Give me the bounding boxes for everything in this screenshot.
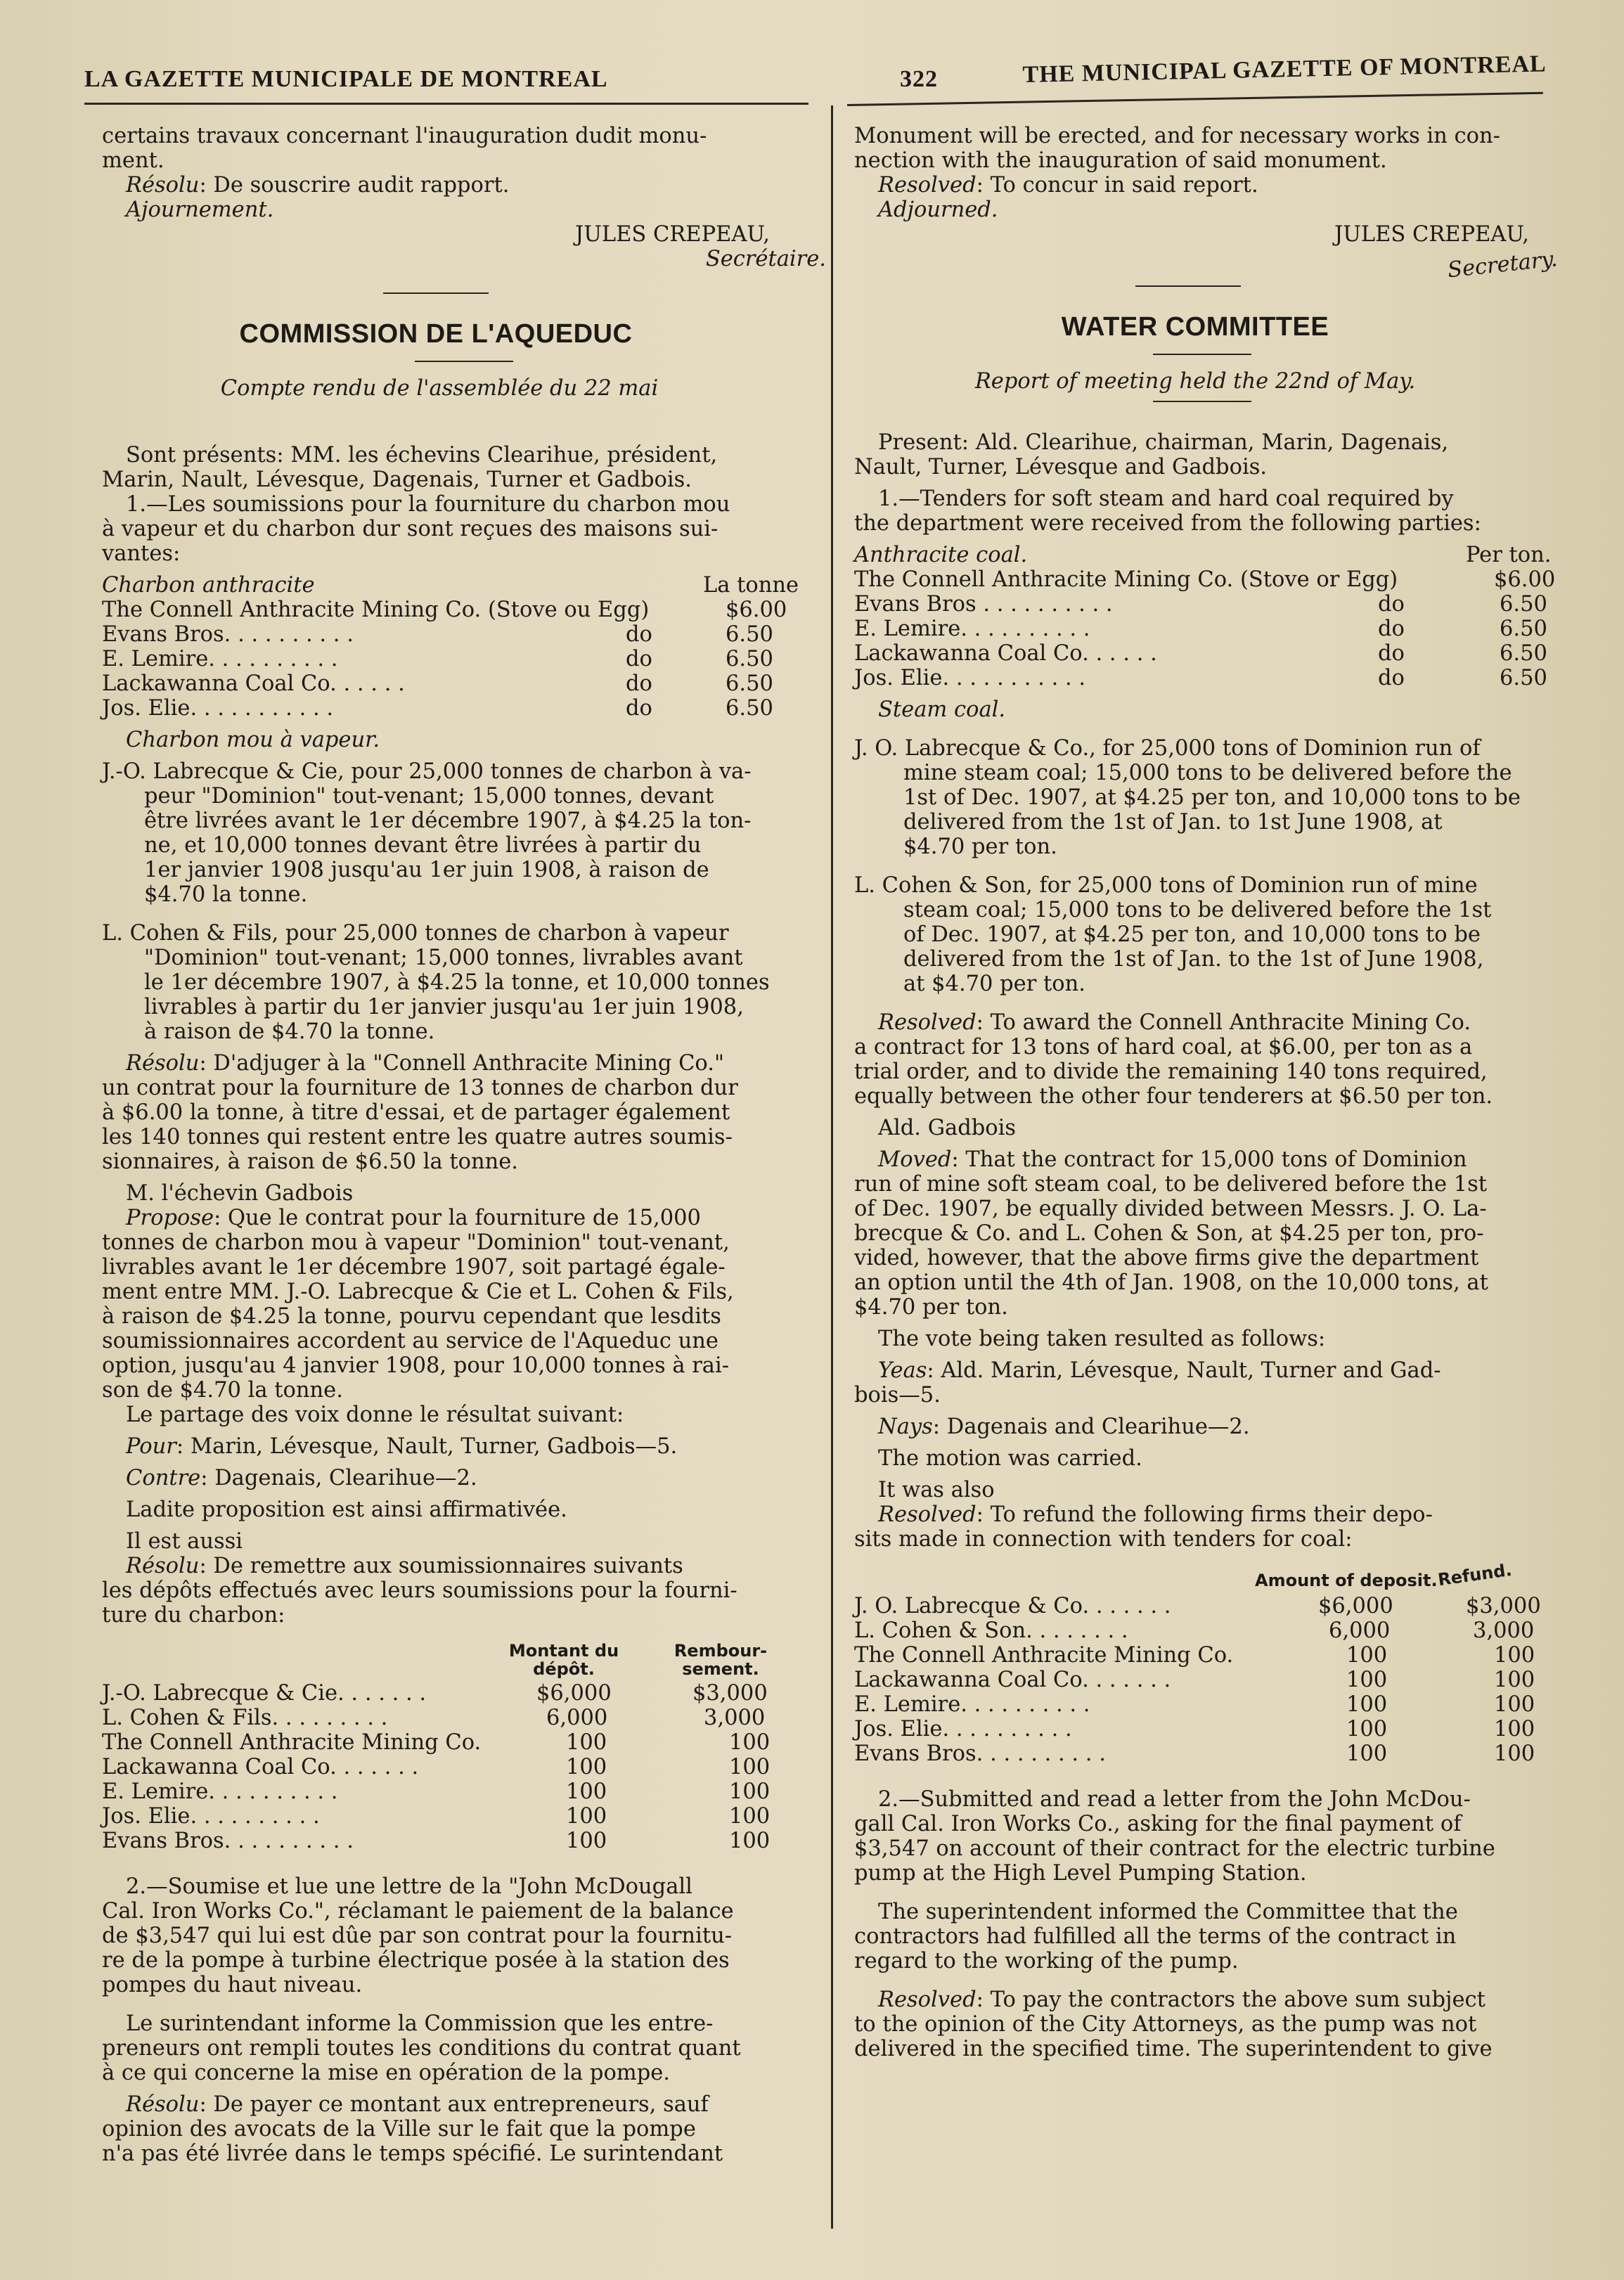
text-line: à raison de $4.25 la tonne, pourvu cependant que lesdits bbox=[102, 1304, 721, 1329]
text-line: option, jusqu'au 4 janvier 1908, pour 10,000 tonnes à rai- bbox=[102, 1353, 730, 1378]
text-line: les dépôts effectués avec leurs soumissions pour la fourni- bbox=[102, 1578, 737, 1603]
text-line: The superintendent informed the Committee that the bbox=[878, 1900, 1458, 1924]
adjournment: Adjourned. bbox=[878, 198, 998, 222]
table-row: The Connell Anthracite Mining Co. 100 100 bbox=[102, 1730, 771, 1755]
meeting-subtitle: Compte rendu de l'assemblée du 22 mai bbox=[220, 376, 659, 401]
table-row: E. Lemire. . . . . . . . . . 100 100 bbox=[854, 1692, 1535, 1717]
vote-against: Nays: Dagenais and Clearihue—2. bbox=[878, 1415, 1250, 1439]
tender-cohen: L. Cohen & Fils, pour 25,000 tonnes de charbon à vapeur "Dominion" tout-venant; 15,000 tonnes, livrables avant le 1er décembre 1907, à $4.25 la tonne, et 10,000 tonnes livrables à partir du 1er janvier jusqu'au 1er juin 1908, à raison de $4.70 la tonne. bbox=[102, 921, 770, 1044]
table-row: Jos. Elie. . . . . . . . . . . do 6.50 bbox=[854, 666, 1547, 690]
text-line: nection with the inauguration of said monument. bbox=[854, 148, 1387, 173]
text-line: sits made in connection with tenders for coal: bbox=[854, 1527, 1353, 1552]
text-line: Sont présents: MM. les échevins Clearihue, président, bbox=[126, 443, 718, 468]
table-row: J. O. Labrecque & Co. . . . . . . $6,000 $3,000 bbox=[854, 1594, 1541, 1618]
text-line: gall Cal. Iron Works Co., asking for the final payment of bbox=[854, 1812, 1462, 1836]
page-number: 322 bbox=[900, 66, 938, 92]
header-english-title: THE MUNICIPAL GAZETTE OF MONTREAL bbox=[1022, 51, 1547, 89]
text-line: vided, however, that the above firms give the department bbox=[854, 1246, 1479, 1270]
signature: JULES CREPEAU, bbox=[574, 222, 770, 247]
text-line: Ladite proposition est ainsi affirmativée. bbox=[126, 1498, 567, 1522]
text-line: contractors had fulfilled all the terms of the contract in bbox=[854, 1924, 1457, 1949]
signature-title: Secretary. bbox=[1446, 247, 1559, 283]
text-line: brecque & Co. and L. Cohen & Son, at $4.25 per ton, pro- bbox=[854, 1221, 1484, 1246]
vote-for: Pour: Marin, Lévesque, Nault, Turner, Gadbois—5. bbox=[126, 1434, 678, 1459]
text-line: delivered in the specified time. The superintendent to give bbox=[854, 2037, 1493, 2061]
table-row: The Connell Anthracite Mining Co. (Stove or Egg) $6.00 bbox=[854, 567, 1556, 592]
text-line: Il est aussi bbox=[126, 1529, 243, 1554]
text-line: $4.70 per ton. bbox=[854, 1295, 1008, 1320]
text-line: run of mine soft steam coal, to be delivered before the 1st bbox=[854, 1172, 1488, 1197]
text-line: les 140 tonnes qui restent entre les quatre autres soumis- bbox=[102, 1125, 733, 1149]
text-line: ment. bbox=[102, 148, 165, 173]
section-title: WATER COMMITTEE bbox=[1061, 312, 1329, 342]
english-column bbox=[854, 124, 1557, 2061]
text-line: 2.—Submitted and read a letter from the John McDou- bbox=[878, 1787, 1471, 1812]
table-row: E. Lemire. . . . . . . . . . do 6.50 bbox=[102, 647, 773, 671]
table-row: Lackawanna Coal Co. . . . . . . 100 100 bbox=[102, 1755, 771, 1779]
resolution: Resolved: To refund the following firms their depo- bbox=[878, 1502, 1433, 1527]
text-line: opinion des avocats de la Ville sur le fait que la pompe bbox=[102, 2117, 696, 2141]
text-line: tonnes de charbon mou à vapeur "Dominion" tout-venant, bbox=[102, 1230, 730, 1255]
text-line: regard to the working of the pump. bbox=[854, 1949, 1239, 1973]
table-row: L. Cohen & Son. . . . . . . . 6,000 3,000 bbox=[854, 1618, 1535, 1643]
text-line: the department were received from the following parties: bbox=[854, 511, 1481, 536]
text-line: son de $4.70 la tonne. bbox=[102, 1378, 343, 1403]
signature-title: Secrétaire. bbox=[705, 247, 826, 271]
tender-cohen: L. Cohen & Son, for 25,000 tons of Dominion run of mine steam coal; 15,000 tons to be delivered before the 1st of Dec. 1907, at $4.25 per ton, and 10,000 tons to be delivered from the 1st of Jan. to the 1st of June 1908, at $4.70 per ton. bbox=[854, 873, 1492, 996]
table-row: Evans Bros. . . . . . . . . . do 6.50 bbox=[102, 622, 773, 647]
text-line: equally between the other four tenderers at $6.50 per ton. bbox=[854, 1084, 1493, 1109]
table-row: E. Lemire. . . . . . . . . . 100 100 bbox=[102, 1779, 771, 1804]
text-line: sionnaires, à raison de $6.50 la tonne. bbox=[102, 1149, 518, 1174]
resolution: Résolu: De souscrire audit rapport. bbox=[126, 173, 510, 198]
text-line: Present: Ald. Clearihue, chairman, Marin, Dagenais, bbox=[878, 430, 1449, 455]
deposit-table-header: Amount of deposit. Refund. bbox=[1255, 1559, 1514, 1590]
text-line: The motion was carried. bbox=[878, 1446, 1142, 1471]
text-line: 1.—Les soumissions pour la fourniture du charbon mou bbox=[126, 492, 730, 517]
text-line: Nault, Turner, Lévesque and Gadbois. bbox=[854, 455, 1268, 479]
resolution: Resolved: To concur in said report. bbox=[878, 173, 1258, 198]
table-row: Jos. Elie. . . . . . . . . . . do 6.50 bbox=[102, 696, 773, 721]
text-line: n'a pas été livrée dans le temps spécifié. Le surintendant bbox=[102, 2141, 723, 2166]
resolution: Résolu: De payer ce montant aux entrepreneurs, sauf bbox=[126, 2092, 709, 2117]
motion: Propose: Que le contrat pour la fourniture de 15,000 bbox=[126, 1206, 701, 1230]
text-line: The vote being taken resulted as follows: bbox=[878, 1327, 1326, 1351]
text-line: certains travaux concernant l'inauguration dudit monu- bbox=[102, 124, 707, 148]
text-line: pump at the High Level Pumping Station. bbox=[854, 1861, 1307, 1886]
text-line: M. l'échevin Gadbois bbox=[126, 1181, 354, 1206]
text-line: an option until the 4th of Jan. 1908, on the 10,000 tons, at bbox=[854, 1270, 1488, 1295]
meeting-subtitle: Report of meeting held the 22nd of May. bbox=[974, 369, 1416, 394]
tender-labrecque: J.-O. Labrecque & Cie, pour 25,000 tonnes de charbon à va- peur "Dominion" tout-venant; 15,000 tonnes, devant être livrées avant le 1er décembre 1907, à $4.25 la ton- ne, et 10,000 tonnes devant être livrées à partir du 1er janvier 1908 jusqu'au 1er juin 1908, à raison de $4.70 la tonne. bbox=[102, 759, 752, 907]
signature: JULES CREPEAU, bbox=[1334, 222, 1529, 247]
page-header bbox=[84, 51, 1547, 98]
coal-table-header: Anthracite coal. Per ton. bbox=[854, 543, 1552, 567]
text-line: ture du charbon: bbox=[102, 1603, 285, 1628]
resolution: Resolved: To award the Connell Anthracite Mining Co. bbox=[878, 1010, 1471, 1035]
adjournment: Ajournement. bbox=[126, 198, 274, 222]
text-line: Cal. Iron Works Co.", réclamant le paiement de la balance bbox=[102, 1899, 734, 1924]
text-line: de $3,547 qui lui est dûe par son contrat pour la fournitu- bbox=[102, 1924, 733, 1948]
text-line: pompes du haut niveau. bbox=[102, 1973, 363, 1997]
text-line: $3,547 on account of their contract for the electric turbine bbox=[854, 1836, 1495, 1861]
text-line: livrables avant le 1er décembre 1907, soit partagé égale- bbox=[102, 1255, 726, 1280]
text-line: à vapeur et du charbon dur sont reçues des maisons sui- bbox=[102, 517, 718, 541]
text-line: Monument will be erected, and for necessary works in con- bbox=[854, 124, 1500, 148]
text-line: ment entre MM. J.-O. Labrecque & Cie et L. Cohen & Fils, bbox=[102, 1280, 734, 1304]
text-line: 2.—Soumise et lue une lettre de la "John McDougall bbox=[126, 1874, 692, 1899]
text-line: à ce qui concerne la mise en opération de la pompe. bbox=[102, 2061, 670, 2085]
text-line: It was also bbox=[878, 1478, 995, 1502]
table-row: L. Cohen & Fils. . . . . . . . . 6,000 3,000 bbox=[102, 1706, 766, 1730]
table-row: Jos. Elie. . . . . . . . . . 100 100 bbox=[102, 1804, 771, 1829]
resolution: Résolu: D'adjuger à la "Connell Anthracite Mining Co." bbox=[126, 1051, 724, 1076]
table-row: Evans Bros. . . . . . . . . . 100 100 bbox=[854, 1741, 1535, 1766]
coal-category: Charbon mou à vapeur. bbox=[126, 728, 380, 752]
text-line: a contract for 13 tons of hard coal, at $6.00, per ton as a bbox=[854, 1035, 1473, 1060]
vote-against: Contre: Dagenais, Clearihue—2. bbox=[126, 1466, 477, 1490]
text-line: 1.—Tenders for soft steam and hard coal required by bbox=[878, 487, 1454, 511]
vote-for: Yeas: Ald. Marin, Lévesque, Nault, Turner and Gad- bbox=[878, 1358, 1441, 1383]
motion: Moved: That the contract for 15,000 tons of Dominion bbox=[878, 1147, 1467, 1172]
table-row: The Connell Anthracite Mining Co. 100 100 bbox=[854, 1643, 1535, 1668]
text-line: preneurs ont rempli toutes les conditions du contrat quant bbox=[102, 2036, 741, 2061]
text-line: soumissionnaires accordent au service de l'Aqueduc une bbox=[102, 1329, 718, 1353]
resolution: Resolved: To pay the contractors the above sum subject bbox=[878, 1988, 1486, 2012]
header-rule-left bbox=[84, 103, 808, 105]
deposit-table-header: Montant du dépôt. Rembour- sement. bbox=[508, 1641, 768, 1679]
coal-category: Steam coal. bbox=[878, 697, 1006, 722]
tender-labrecque: J. O. Labrecque & Co., for 25,000 tons of Dominion run of mine steam coal; 15,000 tons to be delivered before the 1st of Dec. 1907, at $4.25 per ton, and 10,000 tons to be delivered from the 1st of Jan. to 1st June 1908, at $4.70 per ton. bbox=[854, 736, 1521, 859]
table-row: Evans Bros. . . . . . . . . . 100 100 bbox=[102, 1829, 771, 1853]
resolution: Résolu: De remettre aux soumissionnaires suivants bbox=[126, 1554, 683, 1578]
table-row: Lackawanna Coal Co. . . . . . do 6.50 bbox=[102, 671, 773, 696]
coal-table-header: Charbon anthracite La tonne bbox=[102, 573, 799, 598]
table-row: Lackawanna Coal Co. . . . . . do 6.50 bbox=[854, 641, 1547, 666]
text-line: vantes: bbox=[102, 541, 181, 566]
table-row: Evans Bros . . . . . . . . . . do 6.50 bbox=[854, 592, 1547, 617]
text-line: à $6.00 la tonne, à titre d'essai, et de partager également bbox=[102, 1100, 730, 1125]
table-row: E. Lemire. . . . . . . . . . do 6.50 bbox=[854, 617, 1547, 641]
section-title: COMMISSION DE L'AQUEDUC bbox=[239, 319, 633, 349]
text-line: Marin, Nault, Lévesque, Dagenais, Turner et Gadbois. bbox=[102, 468, 692, 492]
text-line: trial order, and to divide the remaining 140 tons required, bbox=[854, 1060, 1488, 1084]
text-line: of Dec. 1907, be equally divided between Messrs. J. O. La- bbox=[854, 1197, 1487, 1221]
table-row: Lackawanna Coal Co. . . . . . . 100 100 bbox=[854, 1668, 1535, 1692]
text-line: un contrat pour la fourniture de 13 tonnes de charbon dur bbox=[102, 1076, 738, 1100]
text-line: Ald. Gadbois bbox=[878, 1116, 1017, 1140]
table-row: The Connell Anthracite Mining Co. (Stove ou Egg) $6.00 bbox=[102, 598, 787, 622]
table-row: Jos. Elie. . . . . . . . . . 100 100 bbox=[854, 1717, 1535, 1741]
column-divider bbox=[831, 105, 833, 2229]
french-column bbox=[102, 124, 826, 2166]
text-line: to the opinion of the City Attorneys, as the pump was not bbox=[854, 2012, 1477, 2037]
table-row: J.-O. Labrecque & Cie. . . . . . . $6,000 $3,000 bbox=[102, 1681, 768, 1706]
text-line: re de la pompe à turbine électrique posée à la station des bbox=[102, 1948, 730, 1973]
text-line: Le partage des voix donne le résultat suivant: bbox=[126, 1403, 624, 1427]
text-line: Le surintendant informe la Commission que les entre- bbox=[126, 2011, 714, 2036]
text-line: bois—5. bbox=[854, 1383, 941, 1408]
header-french-title: LA GAZETTE MUNICIPALE DE MONTREAL bbox=[84, 66, 608, 92]
